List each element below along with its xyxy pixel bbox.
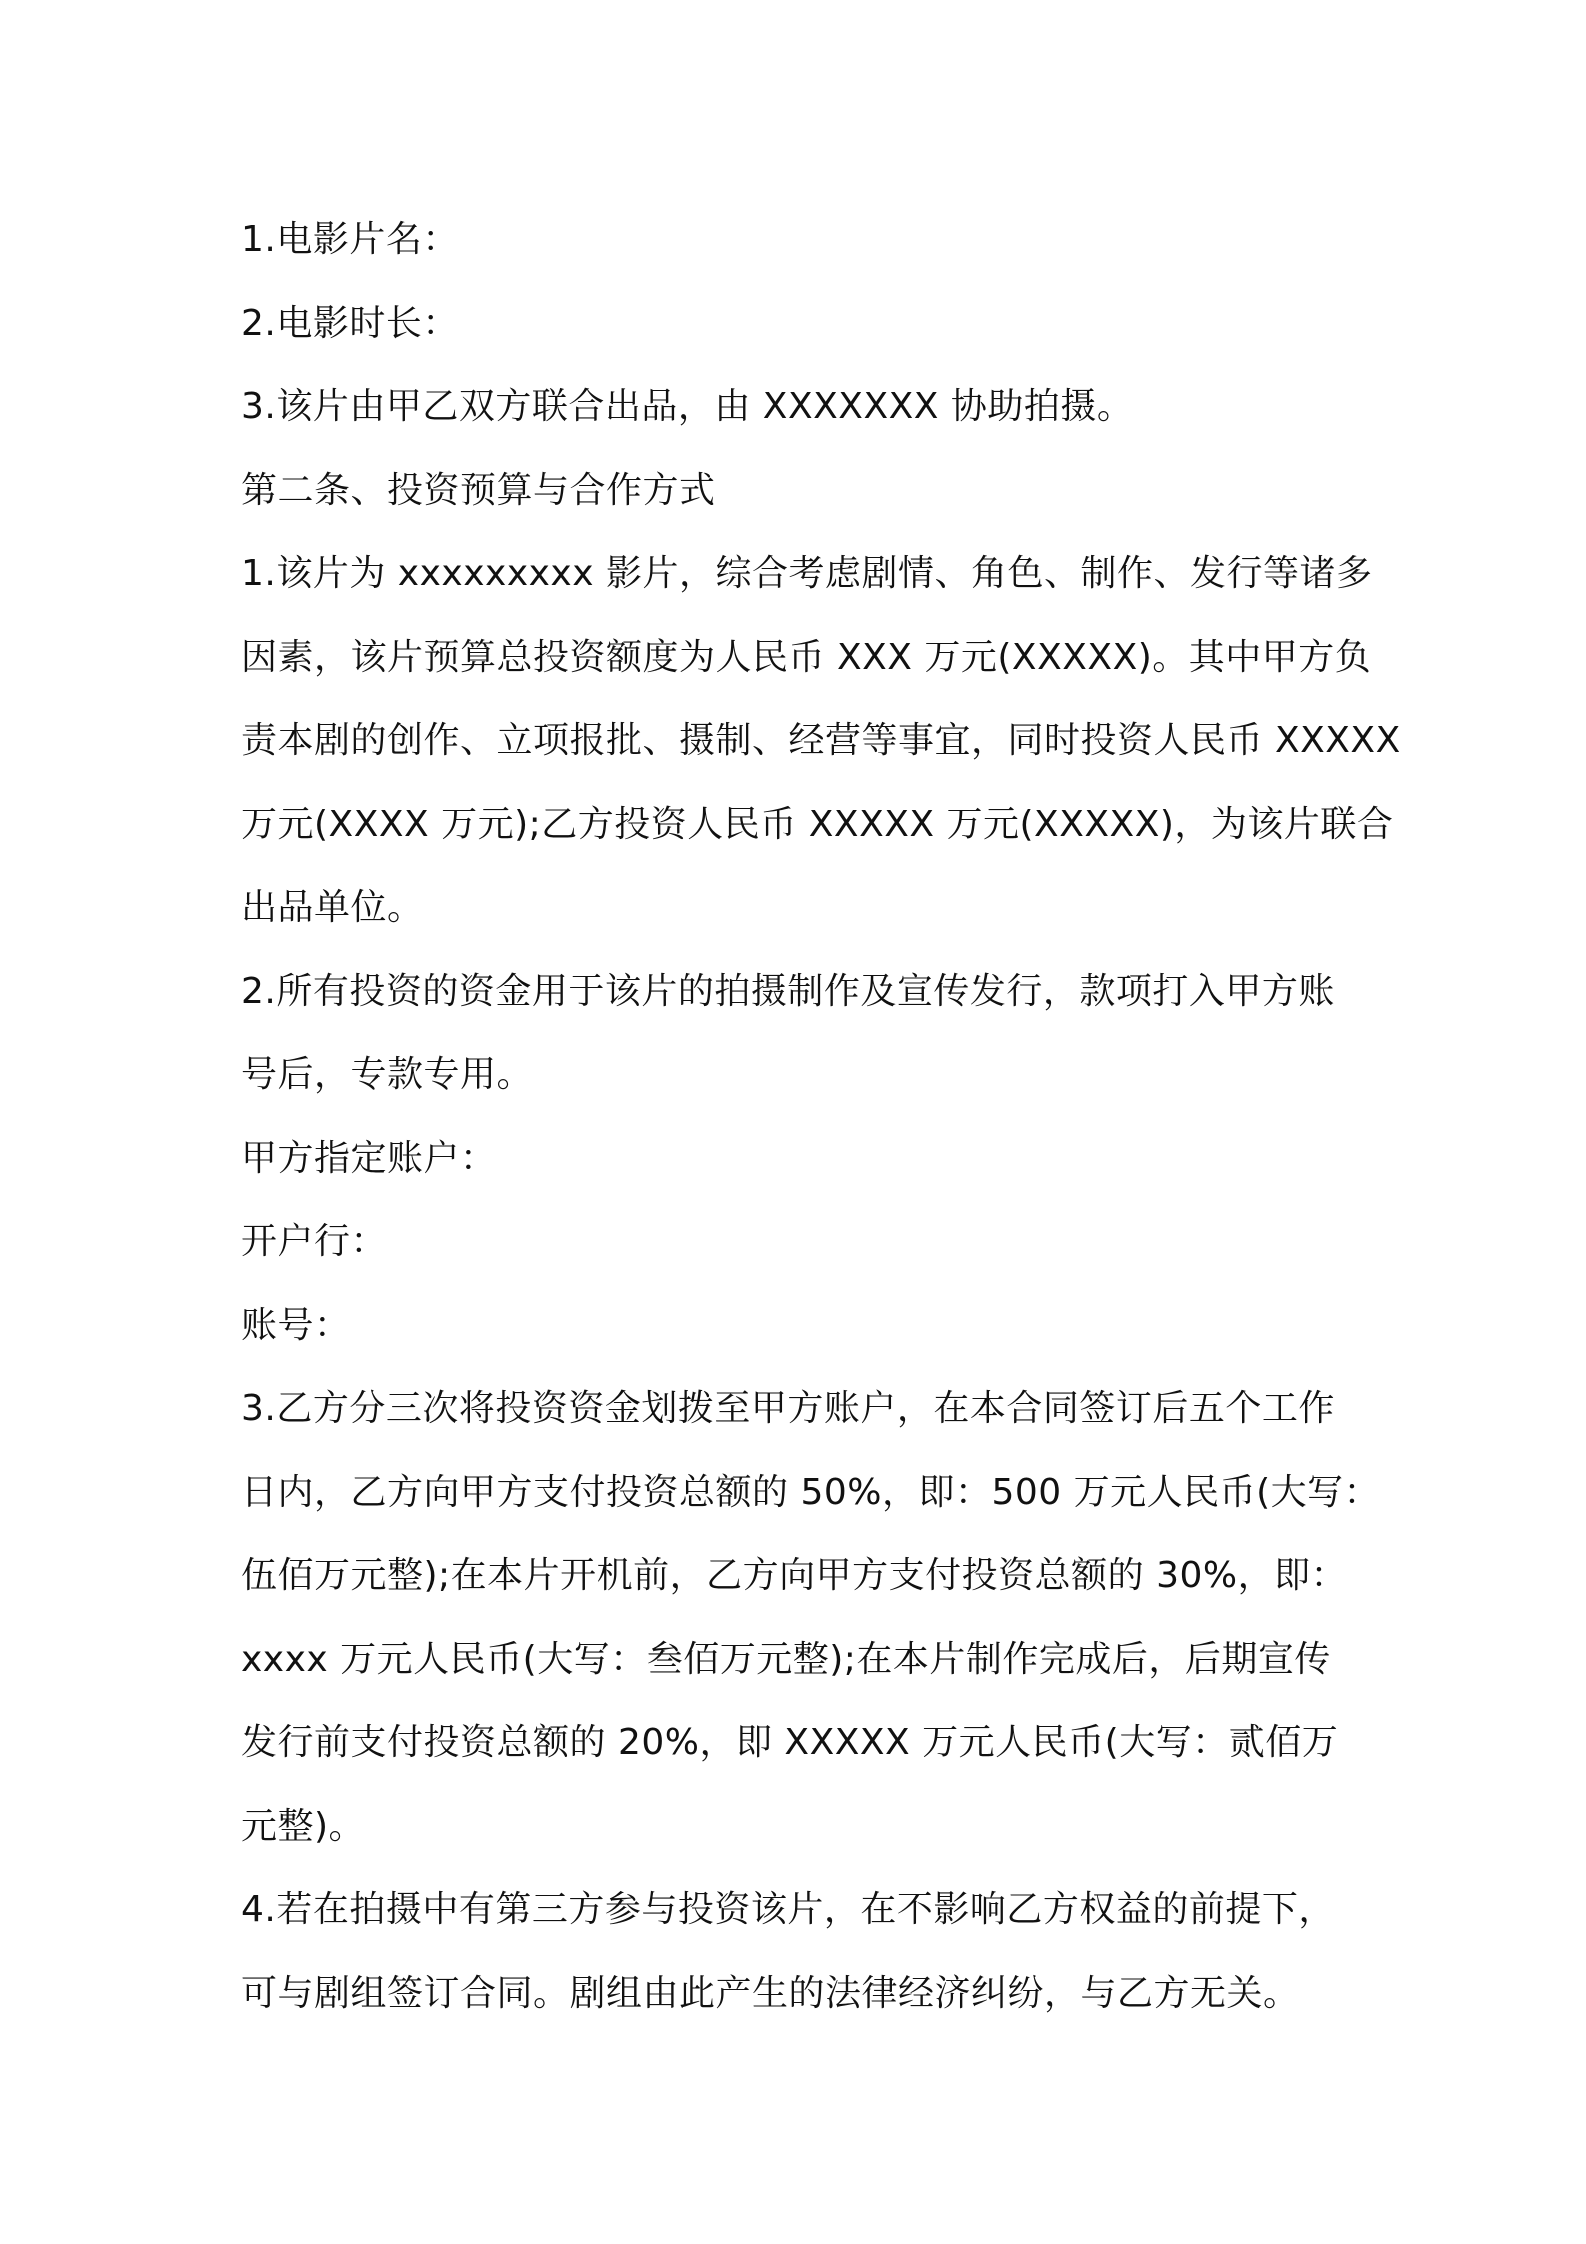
section-heading-article-2 <box>241 449 1361 533</box>
text-line: 日内，乙方向甲方支付投资总额的 50%，即：500 万元人民币(大写： <box>241 1471 1381 1513</box>
text-line: 责本剧的创作、立项报批、摄制、经营等事宜，同时投资人民币 XXXXX <box>241 720 1401 761</box>
bank-label <box>241 1200 1361 1284</box>
text-line: 4.若在拍摄中有第三方参与投资该片，在不影响乙方权益的前提下， <box>241 1889 1335 1930</box>
account-number-label <box>241 1284 1361 1368</box>
text-line: 2.所有投资的资金用于该片的拍摄制作及宣传发行，款项打入甲方账 <box>241 970 1335 1012</box>
text-line: 万元(XXXX 万元);乙方投资人民币 XXXXX 万元(XXXXX)，为该片联合 <box>241 803 1394 845</box>
payment-schedule-clause <box>241 1367 1381 1868</box>
text-line: 3.乙方分三次将投资资金划拨至甲方账户，在本合同签订后五个工作 <box>241 1388 1335 1429</box>
designated-account-label <box>241 1117 1361 1201</box>
third-party-clause <box>241 1868 1361 2035</box>
text-line: 1.电影片名： <box>241 219 459 260</box>
text-line: 元整)。 <box>241 1805 366 1847</box>
text-line: 伍佰万元整);在本片开机前，乙方向甲方支付投资总额的 30%，即： <box>241 1555 1348 1596</box>
text-line: 账号： <box>241 1304 351 1346</box>
text-line: 因素，该片预算总投资额度为人民币 XXX 万元(XXXXX)。其中甲方负 <box>241 636 1372 678</box>
text-line: 3.该片由甲乙双方联合出品，由 XXXXXXX 协助拍摄。 <box>241 386 1134 427</box>
co-production-item <box>241 365 1361 449</box>
film-title-item <box>241 198 1361 282</box>
text-line: 开户行： <box>241 1221 388 1262</box>
film-duration-item <box>241 282 1361 366</box>
text-line: 2.电影时长： <box>241 302 459 344</box>
text-line: 发行前支付投资总额的 20%，即 XXXXX 万元人民币(大写：贰佰万 <box>241 1722 1339 1763</box>
text-line: 出品单位。 <box>241 887 424 928</box>
text-line: 1.该片为 xxxxxxxxx 影片，综合考虑剧情、角色、制作、发行等诸多 <box>241 553 1373 594</box>
text-line: 可与剧组签订合同。剧组由此产生的法律经济纠纷，与乙方无关。 <box>241 1972 1300 2014</box>
text-line: xxxx 万元人民币(大写：叁佰万元整);在本片制作完成后，后期宣传 <box>241 1638 1331 1680</box>
document-body <box>241 198 1401 2035</box>
section-heading: 第二条、投资预算与合作方式 <box>241 469 716 511</box>
funds-usage-clause <box>241 950 1361 1117</box>
text-line: 号后，专款专用。 <box>241 1054 534 1095</box>
text-line: 甲方指定账户： <box>241 1137 497 1179</box>
budget-clause <box>241 532 1401 950</box>
